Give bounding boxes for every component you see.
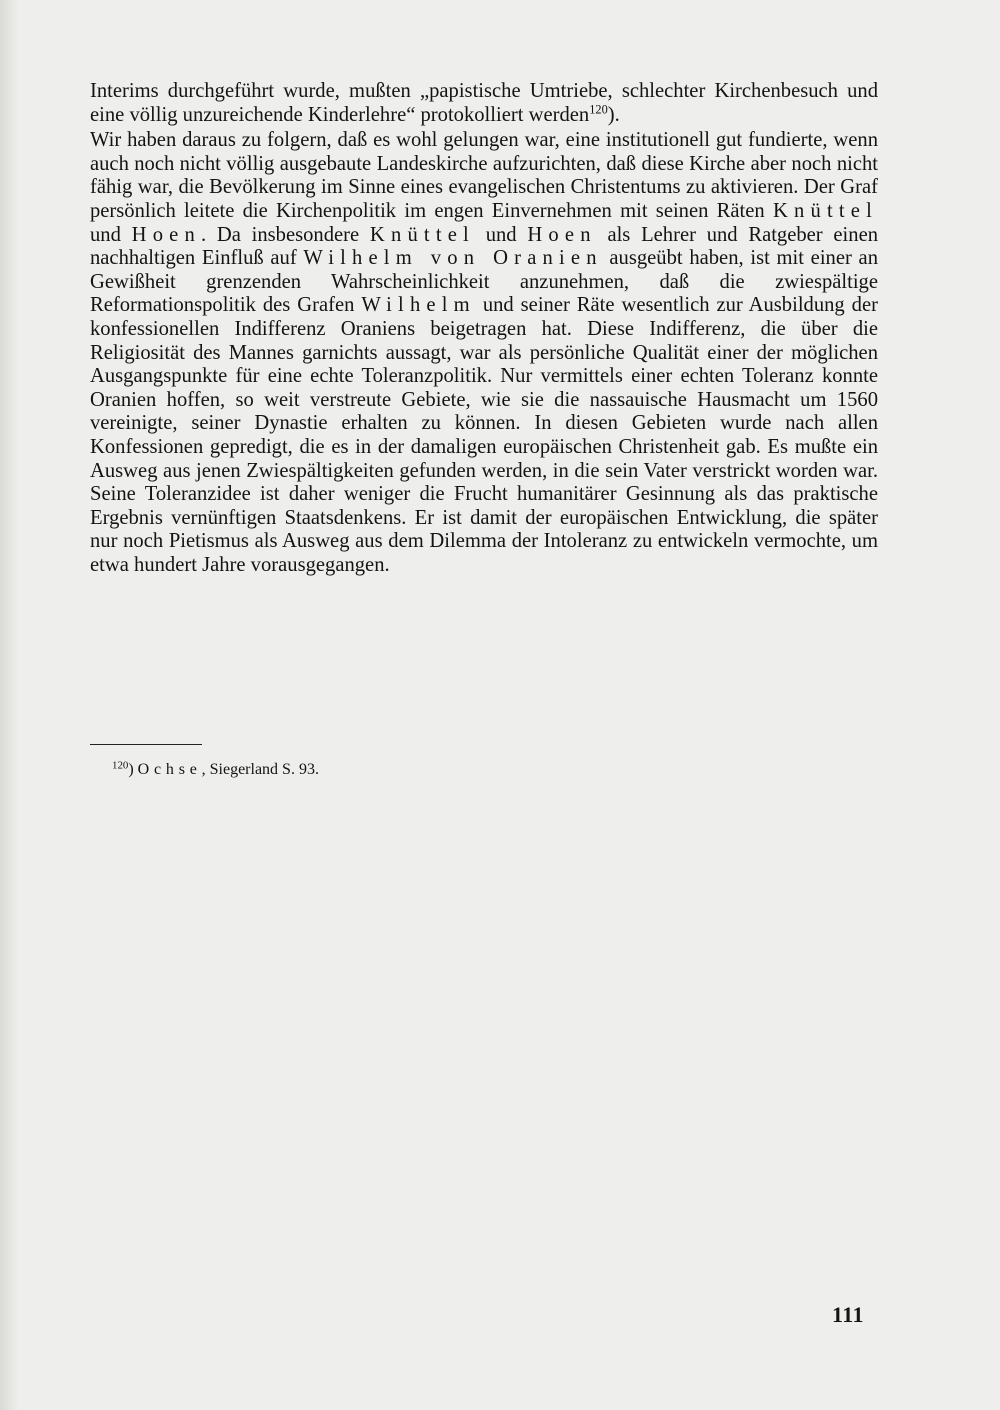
footnote-citation: , Siegerland S. 93. <box>201 761 319 778</box>
paragraph-1 <box>90 80 878 127</box>
name-wilhelm: Wilhelm <box>361 294 476 317</box>
footnote-author: Ochse <box>137 761 202 778</box>
name-hoen: Hoen <box>527 223 597 246</box>
page-gutter-shadow <box>0 0 18 1410</box>
footnote-120 <box>112 760 319 780</box>
text-segment: . Da insbesondere <box>200 223 370 246</box>
name-knuettel: Knüttel <box>772 199 878 222</box>
name-wilhelm-von-oranien: Wilhelm von Oranien <box>303 247 603 270</box>
name-knuettel: Knüttel <box>369 223 475 246</box>
footnote-reference-120: 120 <box>589 102 608 117</box>
footnote-separator <box>90 744 202 745</box>
text-segment: und seiner Räte wesentlich zur Ausbildung der konfessionellen Indifferenz Oraniens beigetragen hat. Diese Indifferenz, die über die Religiosität des Mannes garnichts aussagt, war als persönliche Qualität einer der möglichen Ausgangspunkte für eine echte Toleranzpolitik. Nur vermittels einer echten Toleranz konnte Oranien hoffen, so weit verstreute Gebiete, wie sie die nassauische Hausmacht um 1560 vereinigte, seiner Dynastie erhalten zu können. In diesen Gebieten wurde nach allen Konfessionen gepredigt, die es in der damaligen europäischen Christenheit gab. Es mußte ein Ausweg aus jenen Zwiespältigkeiten gefunden werden, in die sein Vater verstrickt worden war. Seine Toleranzidee ist daher weniger die Frucht humanitärer Gesinnung als das praktische Ergebnis vernünftigen Staatsdenkens. Er ist damit der europäischen Entwicklung, die später nur noch Pietismus als Ausweg aus dem Dilemma der Intoleranz zu entwickeln vermochte, um etwa hundert Jahre vorausgegangen. <box>90 294 878 576</box>
paragraph-1-end: ). <box>607 103 620 126</box>
page-number: 111 <box>832 1302 864 1327</box>
paragraph-1-text: Interims durchgeführt wurde, mußten „papistische Umtriebe, schlechter Kirchenbesuch und eine völlig unzureichende Kinderlehre“ protokolliert werden <box>90 80 878 126</box>
text-segment: und <box>90 223 132 246</box>
text-segment: ausgeübt haben, ist mit einer an Gewißheit grenzenden Wahrscheinlichkeit anzunehmen, daß die zwiespältige Reformationspolitik des Grafen <box>90 247 878 317</box>
text-segment: und <box>474 223 528 246</box>
footnote-bracket: ) <box>128 761 134 778</box>
text-segment: Wir haben daraus zu folgern, daß es wohl gelungen war, eine institutionell gut fundierte, wenn auch noch nicht völlig ausgebaute Landeskirche aufzurichten, daß diese Kirche aber noch nicht fähig war, die Bevölkerung im Sinne eines evangelischen Christentums zu aktivieren. Der Graf persönlich leitete die Kirchenpolitik im engen Einvernehmen mit seinen Räten <box>90 129 878 222</box>
footnote-number: 120 <box>112 759 129 772</box>
paragraph-2 <box>90 129 878 577</box>
text-segment: als Lehrer und Ratgeber einen nachhaltigen Einfluß auf <box>90 223 879 270</box>
main-text <box>90 80 878 577</box>
name-hoen: Hoen <box>131 223 201 246</box>
